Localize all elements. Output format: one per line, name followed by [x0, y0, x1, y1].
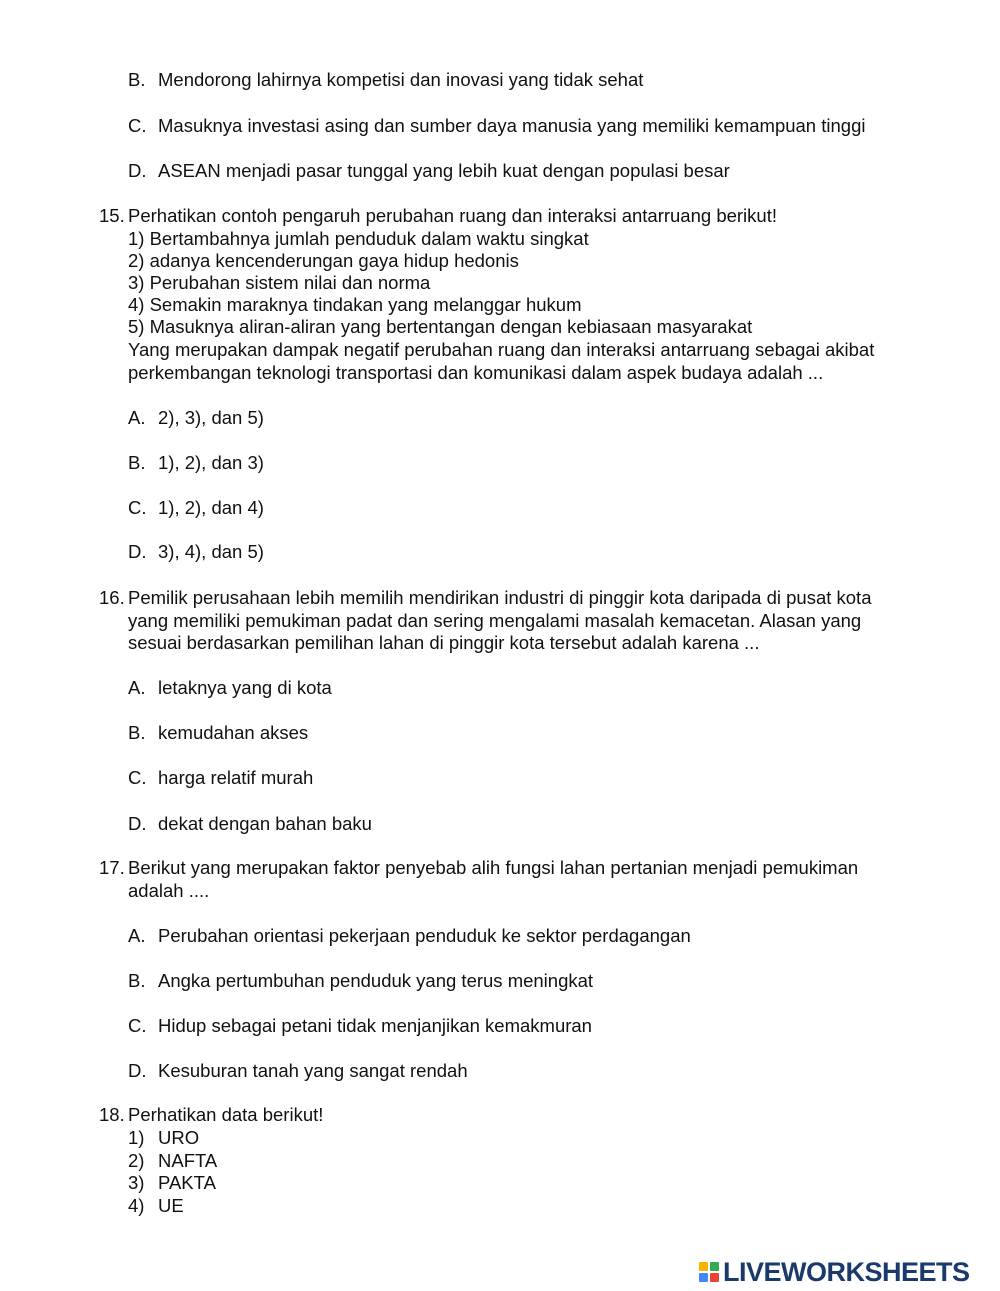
option-letter: B. — [128, 722, 146, 743]
option-text: Angka pertumbuhan penduduk yang terus meningkat — [158, 970, 594, 991]
option-letter: A. — [128, 407, 146, 428]
option-letter: B. — [128, 452, 146, 473]
question-text: Yang merupakan dampak negatif perubahan ruang dan interaksi antarruang sebagai akibat — [128, 339, 875, 360]
question-text: perkembangan teknologi transportasi dan komunikasi dalam aspek budaya adalah ... — [128, 362, 824, 383]
question-number: 18. — [99, 1104, 125, 1125]
logo-block — [699, 1262, 708, 1271]
question-stem: Perhatikan data berikut! — [128, 1104, 324, 1125]
option-text: Perubahan orientasi pekerjaan penduduk ke sektor perdagangan — [158, 925, 691, 946]
question-text: adalah .... — [128, 880, 210, 901]
logo-text: LIVEWORKSHEETS — [723, 1257, 970, 1287]
option-text: 3), 4), dan 5) — [158, 541, 264, 562]
option-letter: C. — [128, 115, 147, 136]
list-item: NAFTA — [158, 1150, 218, 1171]
option-letter: D. — [128, 160, 147, 181]
option-text: ASEAN menjadi pasar tunggal yang lebih kuat dengan populasi besar — [158, 160, 730, 181]
list-item: 5) Masuknya aliran-aliran yang bertentangan dengan kebiasaan masyarakat — [128, 316, 753, 337]
option-letter: A. — [128, 677, 146, 698]
question-text: Pemilik perusahaan lebih memilih mendirikan industri di pinggir kota daripada di pusat kota — [128, 587, 872, 608]
option-text: 1), 2), dan 4) — [158, 497, 264, 518]
list-item: 1) Bertambahnya jumlah penduduk dalam waktu singkat — [128, 228, 589, 249]
list-item: 3) Perubahan sistem nilai dan norma — [128, 272, 431, 293]
option-letter: A. — [128, 925, 146, 946]
logo-block — [710, 1273, 719, 1282]
option-letter: D. — [128, 1060, 147, 1081]
logo-block — [710, 1262, 719, 1271]
question-number: 17. — [99, 857, 125, 878]
question-number: 16. — [99, 587, 125, 608]
list-item-number: 1) — [128, 1127, 145, 1148]
liveworksheets-logo — [699, 1256, 970, 1288]
option-text: Masuknya investasi asing dan sumber daya manusia yang memiliki kemampuan tinggi — [158, 115, 866, 136]
option-text: Hidup sebagai petani tidak menjanjikan kemakmuran — [158, 1015, 592, 1036]
option-text: harga relatif murah — [158, 767, 314, 788]
option-letter: D. — [128, 541, 147, 562]
option-letter: C. — [128, 767, 147, 788]
option-letter: B. — [128, 970, 146, 991]
option-text: Kesuburan tanah yang sangat rendah — [158, 1060, 468, 1081]
option-text: letaknya yang di kota — [158, 677, 332, 698]
question-text: Berikut yang merupakan faktor penyebab alih fungsi lahan pertanian menjadi pemukiman — [128, 857, 859, 878]
option-letter: C. — [128, 1015, 147, 1036]
list-item: 2) adanya kencenderungan gaya hidup hedonis — [128, 250, 519, 271]
list-item: UE — [158, 1195, 184, 1216]
logo-block — [699, 1273, 708, 1282]
question-text: sesuai berdasarkan pemilihan lahan di pinggir kota tersebut adalah karena ... — [128, 632, 760, 653]
option-text: 1), 2), dan 3) — [158, 452, 264, 473]
option-text: kemudahan akses — [158, 722, 309, 743]
option-text: 2), 3), dan 5) — [158, 407, 264, 428]
logo-blocks-icon — [699, 1262, 719, 1282]
option-letter: B. — [128, 69, 146, 90]
list-item-number: 4) — [128, 1195, 145, 1216]
list-item: URO — [158, 1127, 200, 1148]
list-item-number: 2) — [128, 1150, 145, 1171]
list-item: PAKTA — [158, 1172, 216, 1193]
question-number: 15. — [99, 205, 125, 226]
question-stem: Perhatikan contoh pengaruh perubahan ruang dan interaksi antarruang berikut! — [128, 205, 777, 226]
option-letter: D. — [128, 813, 147, 834]
question-text: yang memiliki pemukiman padat dan sering mengalami masalah kemacetan. Alasan yang — [128, 610, 862, 631]
option-text: dekat dengan bahan baku — [158, 813, 372, 834]
option-letter: C. — [128, 497, 147, 518]
option-text: Mendorong lahirnya kompetisi dan inovasi yang tidak sehat — [158, 69, 644, 90]
list-item-number: 3) — [128, 1172, 145, 1193]
list-item: 4) Semakin maraknya tindakan yang melanggar hukum — [128, 294, 582, 315]
